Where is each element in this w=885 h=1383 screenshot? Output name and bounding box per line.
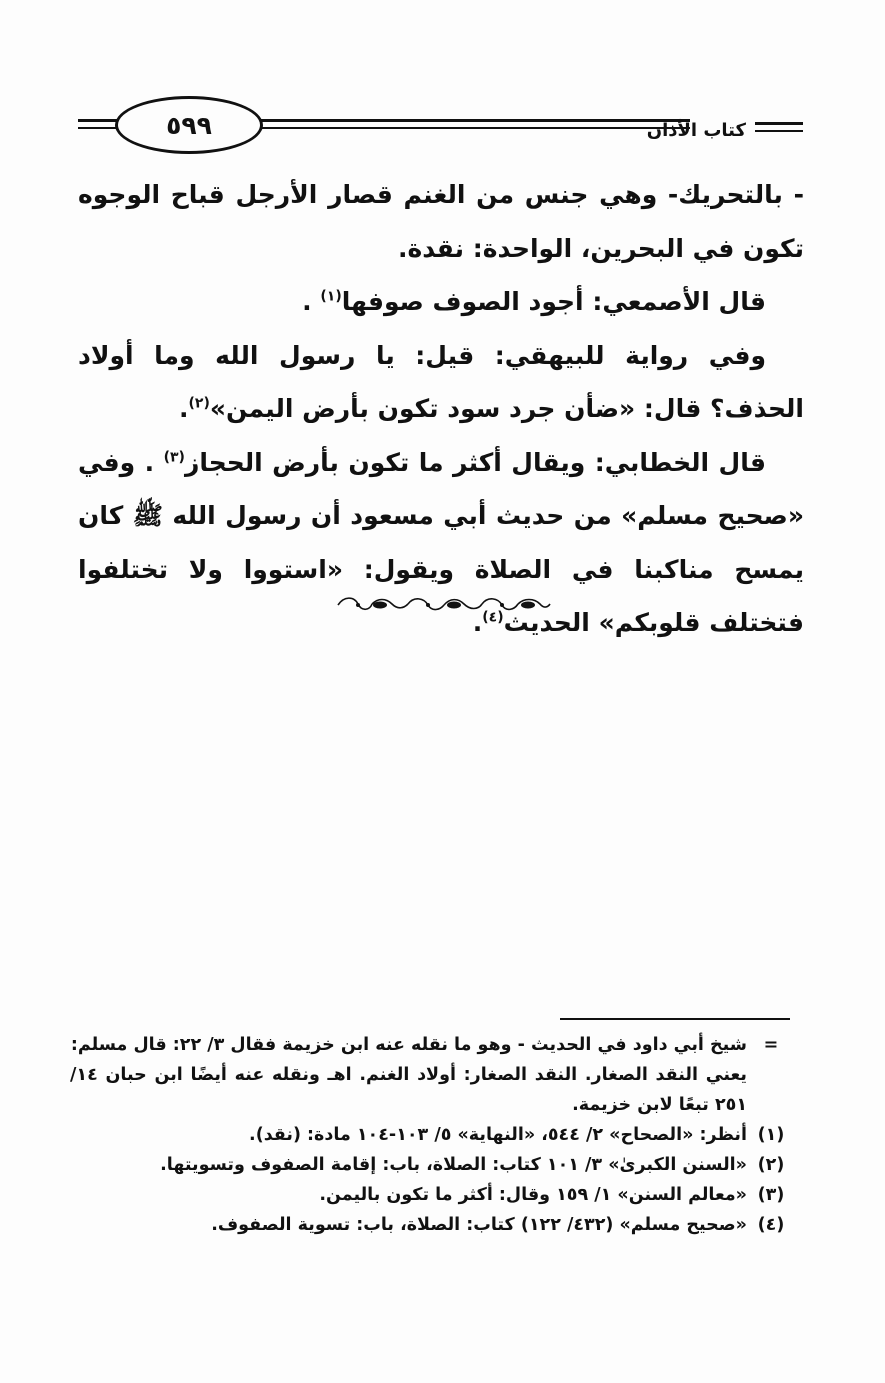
footnote-mark: (٤) (757, 1215, 785, 1235)
paragraph-4-text-b: . وفي «صحيح مسلم» من حديث أبي مسعود أن رسول الله ﷺ كان يمسح مناكبنا في الصلاة ويقول: «استووا ولا تختلفوا فتختلف قلوبكم» الحديث (78, 447, 804, 637)
paragraph-3 (78, 329, 804, 436)
paragraph-2-text: قال الأصمعي: أجود الصوف صوفها (341, 287, 766, 316)
footnote-item (70, 1120, 795, 1150)
page-number-text: ٥٩٩ (166, 110, 212, 140)
footnote-ref-1: (١) (320, 288, 342, 305)
footnote-ref-2: (٢) (188, 395, 210, 412)
header-rule-left-top (78, 119, 120, 122)
main-text (78, 168, 804, 650)
footnote-text: «السنن الكبرىٰ» ٣/ ١٠١ كتاب: الصلاة، باب: إقامة الصفوف وتسويتها. (160, 1155, 747, 1175)
footnote-mark: (١) (757, 1125, 785, 1145)
footnote-mark: (٣) (757, 1185, 785, 1205)
footnote-ref-4: (٤) (482, 609, 504, 626)
paragraph-3-text: وفي رواية للبيهقي: قيل: يا رسول الله وما أولاد الحذف؟ قال: «ضأن جرد سود تكون بأرض اليمن» (78, 340, 804, 423)
footnote-item (70, 1210, 795, 1240)
page-header (70, 92, 806, 164)
paragraph-4-end: . (472, 608, 483, 637)
footnote-continuation-mark: = (763, 1035, 779, 1055)
chapter-title: كتاب الأذان (646, 120, 746, 141)
footnote-continuation-rest: يعني النقد الصغار. النقد الصغار: أولاد الغنم. اهـ ونقله عنه أيضًا ابن حبان ١٤/ ٢٥١ تبعًا لابن خزيمة. (70, 1065, 747, 1115)
footnote-continuation-line1: شيخ أبي داود في الحديث - وهو ما نقله عنه ابن خزيمة فقال ٣/ ٢٢: قال مسلم: (70, 1035, 747, 1055)
footnote-item (70, 1150, 795, 1180)
footnote-mark: (٢) (757, 1155, 785, 1175)
footnote-item (70, 1180, 795, 1210)
footnote-separator (560, 1018, 790, 1020)
paragraph-2-end: . (302, 287, 312, 316)
footnote-continuation (70, 1030, 795, 1060)
page-number (115, 96, 263, 154)
header-rule-middle-bottom (260, 127, 690, 129)
header-rule-right-top (755, 122, 803, 125)
footnotes (70, 1030, 795, 1240)
header-rule-left-bottom (78, 127, 120, 129)
footnote-text: أنظر: «الصحاح» ٢/ ٥٤٤، «النهاية» ٥/ ١٠٣-١٠٤ مادة: (نقد). (249, 1125, 747, 1145)
footnote-text: «صحيح مسلم» (٤٣٢/ ١٢٢) كتاب: الصلاة، باب: تسوية الصفوف. (211, 1215, 747, 1235)
footnote-text: «معالم السنن» ١/ ١٥٩ وقال: أكثر ما تكون باليمن. (319, 1185, 747, 1205)
paragraph-3-end: . (178, 394, 189, 423)
header-rule-middle-top (260, 119, 690, 122)
section-ornament-icon (334, 592, 554, 618)
paragraph-4-text-a: قال الخطابي: ويقال أكثر ما تكون بأرض الحجاز (184, 447, 766, 477)
paragraph-1: - بالتحريك- وهي جنس من الغنم قصار الأرجل قباح الوجوه تكون في البحرين، الواحدة: نقدة. (78, 180, 804, 263)
header-rule-right-bottom (755, 130, 803, 132)
footnote-ref-3: (٣) (163, 449, 185, 466)
paragraph-2 (78, 275, 804, 329)
